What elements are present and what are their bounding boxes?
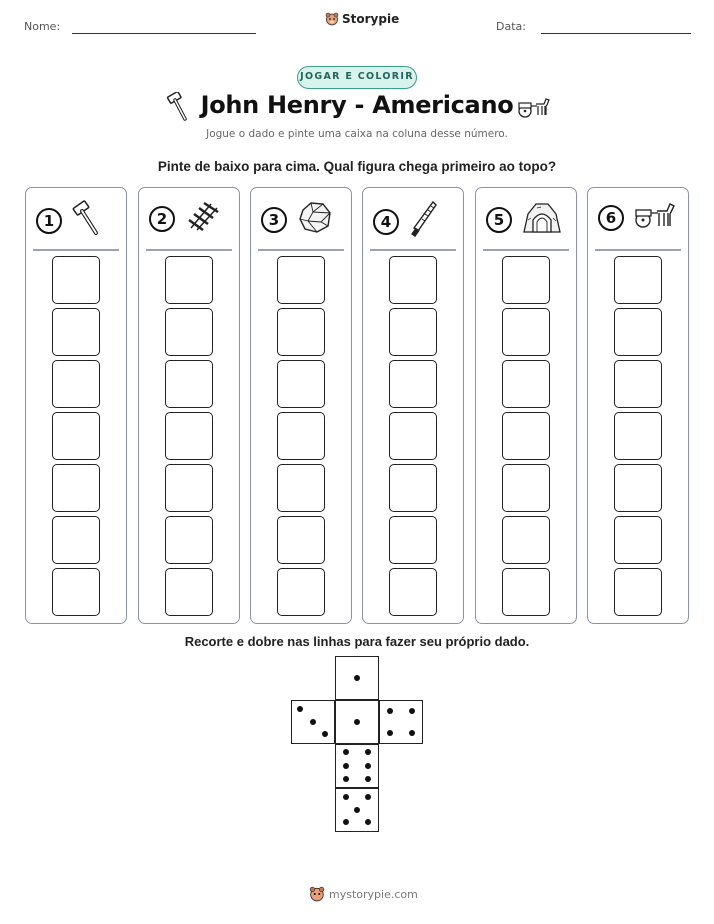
color-box[interactable] xyxy=(52,568,100,616)
color-box[interactable] xyxy=(614,516,662,564)
die-pip xyxy=(322,731,328,737)
footer xyxy=(309,886,418,902)
color-box[interactable] xyxy=(277,360,325,408)
color-box[interactable] xyxy=(277,256,325,304)
column-divider xyxy=(258,249,344,251)
column-header xyxy=(36,200,102,241)
column-4 xyxy=(362,187,464,624)
color-box[interactable] xyxy=(165,568,213,616)
column-number: 5 xyxy=(486,207,512,233)
color-box[interactable] xyxy=(277,464,325,512)
color-box[interactable] xyxy=(614,412,662,460)
column-divider xyxy=(33,249,119,251)
column-divider xyxy=(595,249,681,251)
subtitle: Jogue o dado e pinte uma caixa na coluna desse número. xyxy=(206,128,508,140)
die-pip xyxy=(365,749,371,755)
die-pip xyxy=(409,730,415,736)
color-box[interactable] xyxy=(389,568,437,616)
drill-icon xyxy=(409,200,439,243)
die-pip xyxy=(354,719,360,725)
die-pip xyxy=(343,819,349,825)
footer-url: mystorypie.com xyxy=(329,887,418,901)
die-pip xyxy=(354,675,360,681)
color-box[interactable] xyxy=(502,412,550,460)
die-face-center xyxy=(335,700,379,744)
column-number: 1 xyxy=(36,208,62,234)
color-box[interactable] xyxy=(614,360,662,408)
die-face-lower xyxy=(335,744,379,788)
column-5 xyxy=(475,187,577,624)
name-label: Nome: xyxy=(24,20,61,33)
color-box[interactable] xyxy=(52,308,100,356)
column-number: 2 xyxy=(149,206,175,232)
brand-name: Storypie xyxy=(342,12,400,26)
column-divider xyxy=(146,249,232,251)
color-box[interactable] xyxy=(277,516,325,564)
tunnel-icon xyxy=(522,200,562,239)
color-box[interactable] xyxy=(389,412,437,460)
die-pip xyxy=(354,807,360,813)
die-instruction: Recorte e dobre nas linhas para fazer seu próprio dado. xyxy=(184,634,530,649)
die-pip xyxy=(365,794,371,800)
color-box[interactable] xyxy=(165,464,213,512)
die-pip xyxy=(365,819,371,825)
page-title: John Henry - Americano xyxy=(200,91,514,119)
column-header xyxy=(149,200,221,237)
die-pip xyxy=(343,749,349,755)
column-2 xyxy=(138,187,240,624)
horse-cart-icon xyxy=(518,95,550,119)
die-pip xyxy=(387,730,393,736)
die-face-top xyxy=(335,656,379,700)
color-box[interactable] xyxy=(165,412,213,460)
color-box[interactable] xyxy=(52,360,100,408)
color-box[interactable] xyxy=(614,464,662,512)
color-box[interactable] xyxy=(277,568,325,616)
column-divider xyxy=(483,249,569,251)
color-box[interactable] xyxy=(52,464,100,512)
color-box[interactable] xyxy=(614,568,662,616)
color-box[interactable] xyxy=(502,360,550,408)
brand-logo xyxy=(325,12,399,26)
railroad-track-icon xyxy=(185,200,221,237)
color-box[interactable] xyxy=(389,256,437,304)
date-line xyxy=(541,33,691,34)
color-box[interactable] xyxy=(52,412,100,460)
die-face-right xyxy=(379,700,423,744)
column-header xyxy=(261,200,333,239)
color-box[interactable] xyxy=(277,308,325,356)
die-pip xyxy=(297,706,303,712)
column-header xyxy=(373,200,439,243)
die-pip xyxy=(409,708,415,714)
color-box[interactable] xyxy=(389,464,437,512)
die-face-bottom xyxy=(335,788,379,832)
die-pip xyxy=(343,794,349,800)
instruction: Pinte de baixo para cima. Qual figura chega primeiro ao topo? xyxy=(157,159,557,174)
color-box[interactable] xyxy=(502,256,550,304)
die-pip xyxy=(365,776,371,782)
color-box[interactable] xyxy=(52,256,100,304)
color-box[interactable] xyxy=(389,516,437,564)
die-pip xyxy=(365,763,371,769)
column-3 xyxy=(250,187,352,624)
color-box[interactable] xyxy=(502,568,550,616)
color-box[interactable] xyxy=(502,516,550,564)
die-face-left xyxy=(291,700,335,744)
color-box[interactable] xyxy=(389,360,437,408)
column-1 xyxy=(25,187,127,624)
color-box[interactable] xyxy=(277,412,325,460)
column-header xyxy=(598,200,676,235)
color-box[interactable] xyxy=(165,256,213,304)
color-box[interactable] xyxy=(614,308,662,356)
color-box[interactable] xyxy=(502,464,550,512)
die-pip xyxy=(310,719,316,725)
storypie-mascot-icon xyxy=(325,12,339,26)
die-pip xyxy=(343,763,349,769)
storypie-mascot-icon xyxy=(309,886,325,902)
color-box[interactable] xyxy=(165,360,213,408)
color-box[interactable] xyxy=(52,516,100,564)
column-number: 6 xyxy=(598,205,624,231)
die-pip xyxy=(387,708,393,714)
column-6 xyxy=(587,187,689,624)
color-box[interactable] xyxy=(502,308,550,356)
color-box[interactable] xyxy=(614,256,662,304)
color-box[interactable] xyxy=(165,308,213,356)
column-header xyxy=(486,200,562,239)
activity-badge: JOGAR E COLORIR xyxy=(297,66,417,89)
column-number: 4 xyxy=(373,209,399,235)
hammer-icon xyxy=(72,200,102,241)
color-box[interactable] xyxy=(389,308,437,356)
date-label: Data: xyxy=(496,20,526,33)
color-box[interactable] xyxy=(165,516,213,564)
column-divider xyxy=(370,249,456,251)
column-number: 3 xyxy=(261,207,287,233)
horse-cart-icon xyxy=(634,200,676,235)
die-pip xyxy=(343,776,349,782)
name-line xyxy=(72,33,256,34)
rock-icon xyxy=(297,200,333,239)
